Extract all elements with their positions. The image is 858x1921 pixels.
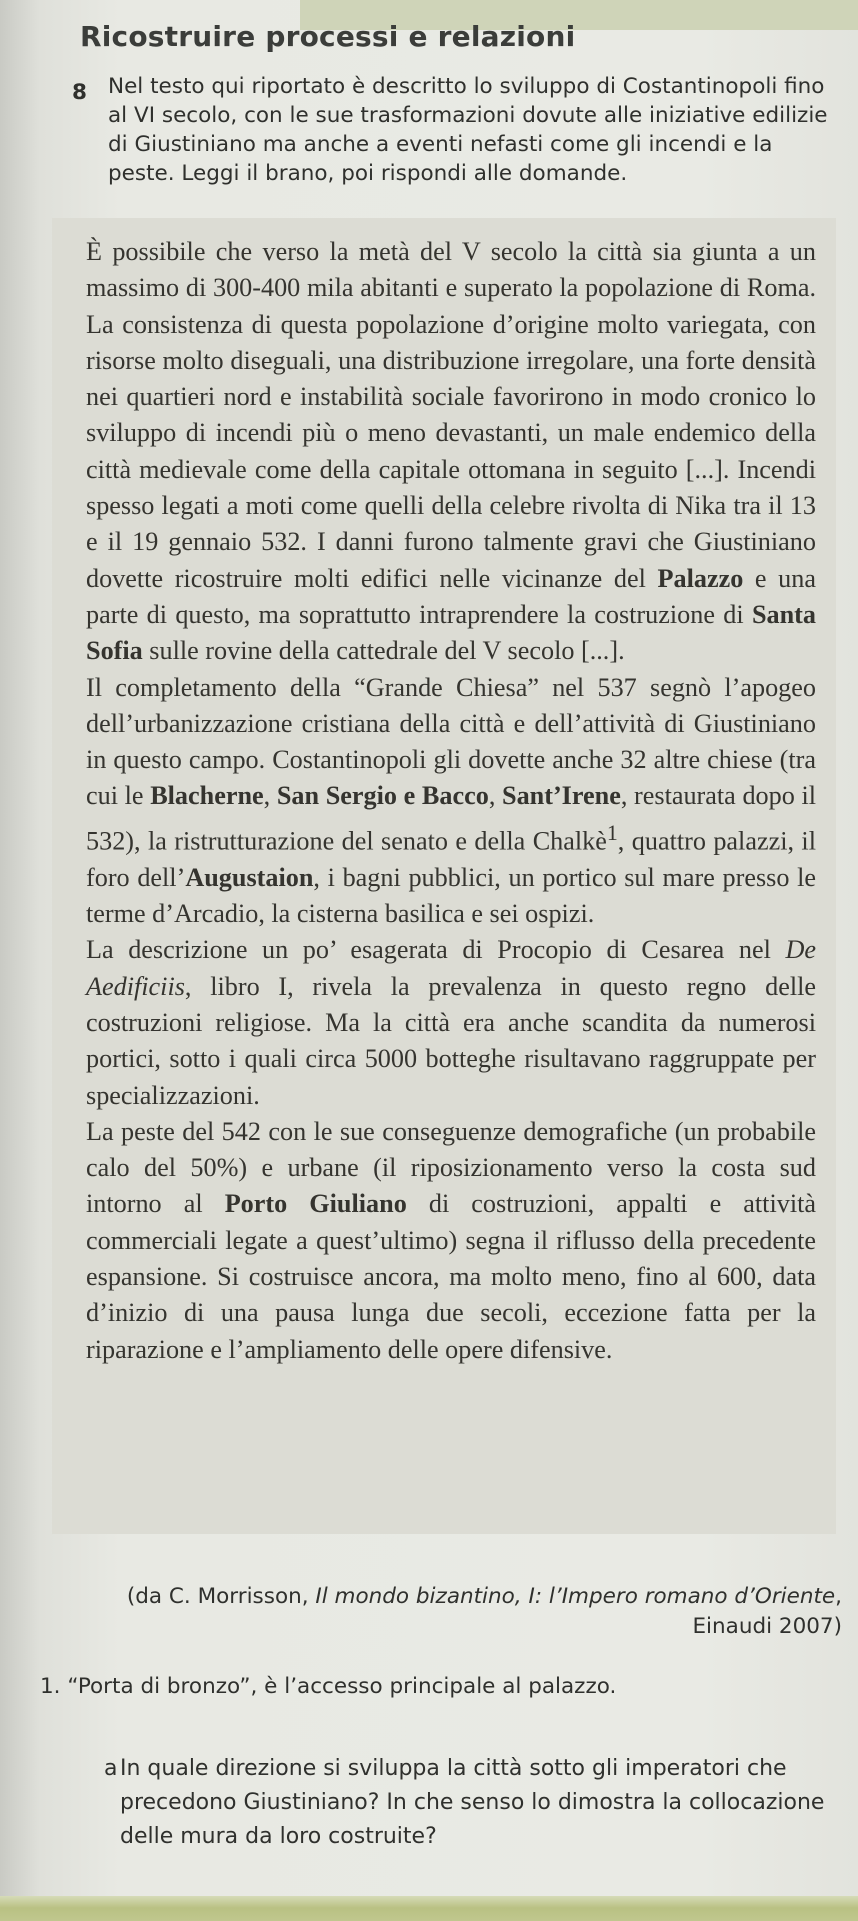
bottom-color-strip bbox=[0, 1896, 858, 1921]
exercise-number: 8 bbox=[72, 80, 87, 105]
keyword-blacherne: Blacherne bbox=[150, 781, 264, 811]
section-title: Ricostruire processi e relazioni bbox=[80, 20, 576, 53]
citation-book-title: Il mondo bizantino, I: l’Impero romano d’Oriente bbox=[315, 1584, 836, 1609]
question-a bbox=[104, 1752, 834, 1854]
quoted-passage bbox=[86, 234, 816, 1368]
keyword-palazzo: Palazzo bbox=[657, 563, 744, 593]
passage-paragraph-2: Il completamento della “Grande Chiesa” nel 537 segnò l’apogeo dell’urbanizzazione cristiana della città e dell’attività di Giustiniano in questo campo. Costantinopoli gli dovette anche 32 altre chiese (tra cui le Blacherne, San Sergio e Bacco, Sant’Irene, restaurata dopo il 532), la ristrutturazione del senato e della Chalkè$^1$, quattro palazzi, il foro dell’Augustaion, i bagni pubblici, un portico sul mare presso le terme d’Arcadio, la cisterna basilica e sei ospizi. bbox=[86, 672, 817, 929]
keyword-santa-sofia: Santa Sofia bbox=[86, 599, 816, 666]
keyword-san-sergio-e-bacco: San Sergio e Bacco bbox=[276, 781, 489, 811]
keyword-augustaion: Augustaion bbox=[185, 862, 314, 892]
work-title-de-aedificiis: De Aedificiis bbox=[86, 935, 816, 1001]
passage-paragraph-1: È possibile che verso la metà del V secolo la città sia giunta a un massimo di 300-400 mila abitanti e superato la popolazione di Roma. La consistenza di questa popolazione d’origine molto variegata, con risorse molto diseguali, una distribuzione irregolare, una forte densità nei quartieri nord e instabilità sociale favorirono in modo cronico lo sviluppo di incendi più o meno devastanti, un male endemico della città medievale come della capitale ottomana in seguito [...]. Incendi spesso legati a moti come quelli della celebre rivolta di Nika tra il 13 e il 19 gennaio 532. I danni furono talmente gravi che Giustiniano dovette ricostruire molti edifici nelle vicinanze del Palazzo e una parte di questo, ma soprattutto intraprendere la costruzione di Santa Sofia sulle rovine della cattedrale del V secolo [...]. bbox=[86, 237, 816, 666]
passage-paragraph-3: La descrizione un po’ esagerata di Procopio di Cesarea nel De Aedificiis, libro I, rivela la prevalenza in questo regno delle costruzioni religiose. Ma la città era anche scandita da numerosi portici, sotto i quali circa 5000 botteghe risultavano raggruppate per specializzazioni. bbox=[86, 935, 816, 1110]
keyword-sant-irene: Sant’Irene bbox=[502, 781, 621, 811]
question-letter: a bbox=[104, 1756, 118, 1781]
footnote: 1. “Porta di bronzo”, è l’accesso principale al palazzo. bbox=[40, 1674, 617, 1699]
source-citation: (da C. Morrisson, Il mondo bizantino, I: l’Impero romano d’Oriente, Einaudi 2007) bbox=[126, 1584, 842, 1639]
passage-paragraph-4: La peste del 542 con le sue conseguenze demografiche (un probabile calo del 50%) e urbane (il riposizionamento verso la costa sud intorno al Porto Giuliano di costruzioni, appalti e attività commerciali legate a quest’ultimo) segna il riflusso della precedente espansione. Si costruisce ancora, ma molto meno, fino al 600, data d’inizio di una pausa lunga due secoli, eccezione fatta per la riparazione e l’ampliamento delle opere difensive. bbox=[86, 1116, 816, 1364]
exercise-text: Nel testo qui riportato è descritto lo sviluppo di Costantinopoli fino al VI secolo, con le sue trasformazioni dovute alle iniziative edilizie di Giustiniano ma anche a eventi nefasti come gli incendi e la peste. Leggi il brano, poi rispondi alle domande. bbox=[108, 74, 828, 186]
footnote-marker: 1 bbox=[606, 820, 618, 845]
question-text: In quale direzione si sviluppa la città sotto gli imperatori che precedono Giustiniano? In che senso lo dimostra la collocazione delle mura da loro costruite? bbox=[120, 1756, 825, 1849]
exercise-instructions bbox=[72, 72, 842, 188]
keyword-porto-giuliano: Porto Giuliano bbox=[224, 1189, 407, 1219]
